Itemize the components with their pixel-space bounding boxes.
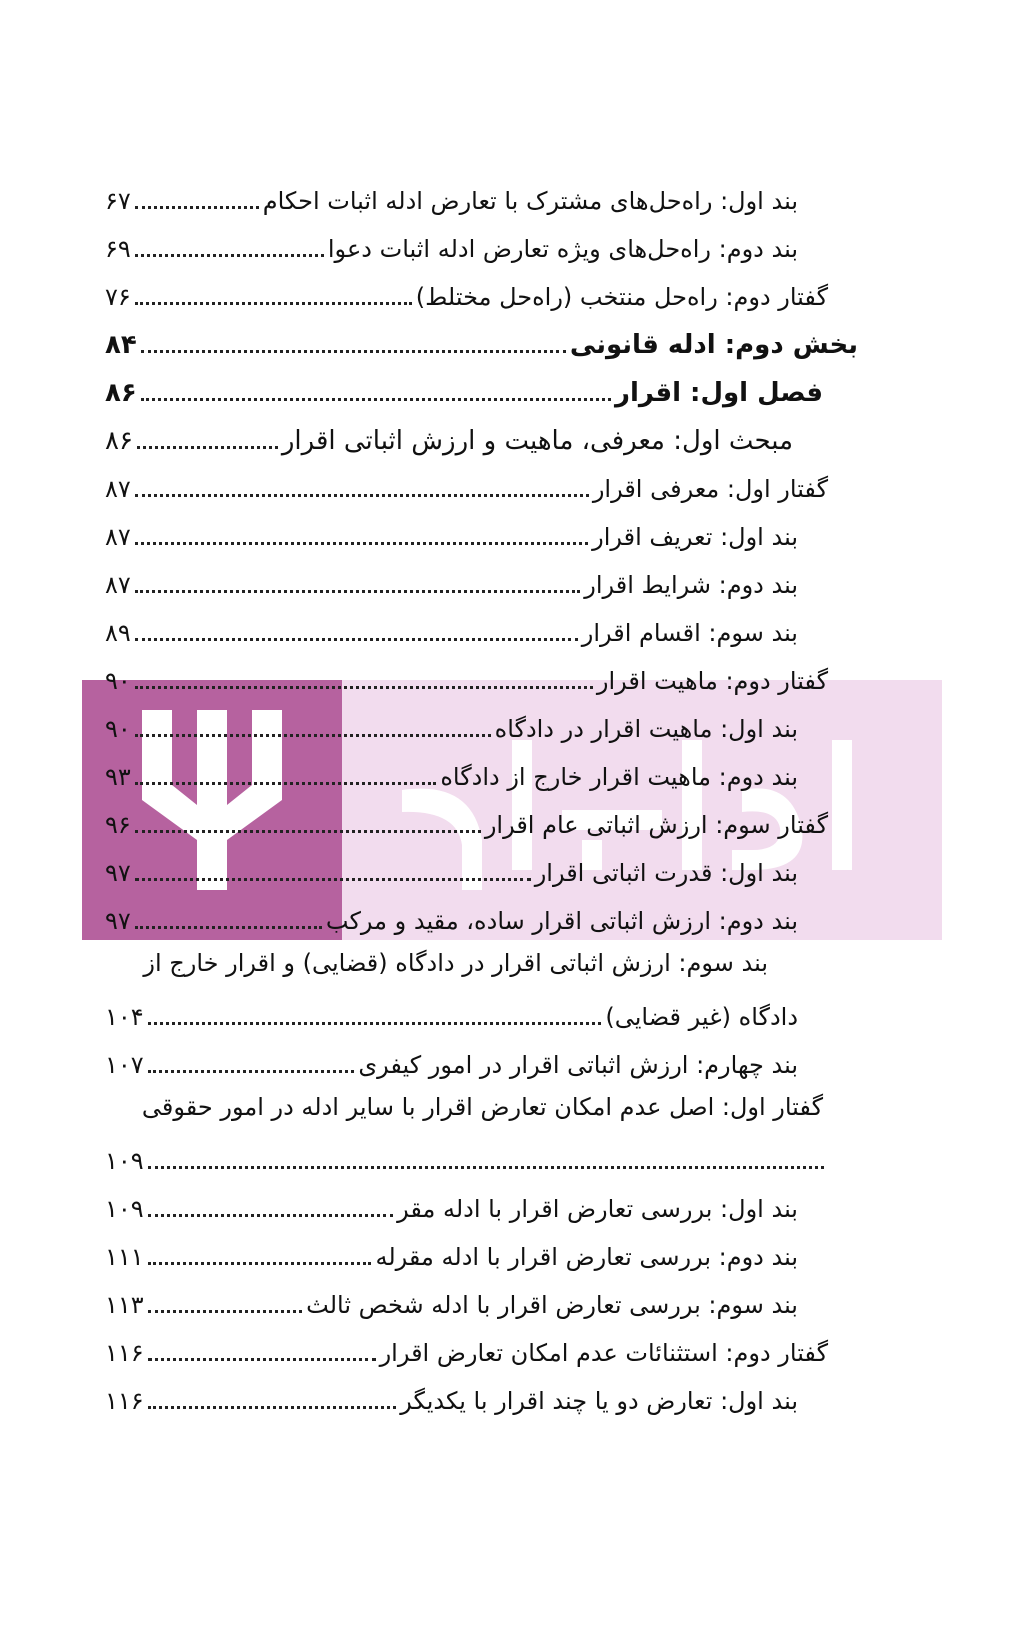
toc-entry: [105, 850, 798, 890]
toc-title: بند دوم: ماهیت اقرار خارج از دادگاه: [440, 763, 798, 791]
toc-page: ۷۶: [105, 283, 131, 311]
toc-entry: [105, 1378, 798, 1418]
toc-page: ۹۷: [105, 907, 131, 935]
toc-page: ۱۱۱: [105, 1243, 144, 1271]
toc-entry: [105, 1282, 798, 1322]
toc-title: فصل اول: اقرار: [615, 378, 823, 408]
dot-leader: [135, 638, 578, 641]
dot-leader: [135, 782, 437, 785]
toc-page: ۸۹: [105, 619, 131, 647]
toc-title: گفتار دوم: راه‌حل منتخب (راه‌حل مختلط): [415, 283, 828, 311]
toc-title: دادگاه (غیر قضایی): [605, 1003, 798, 1031]
toc-page: ۹۳: [105, 763, 131, 791]
toc-title: بند اول: راه‌حل‌های مشترک با تعارض ادله اثبات احکام: [262, 187, 798, 215]
toc-page: ۹۰: [105, 667, 131, 695]
toc-title: بند دوم: شرایط اقرار: [584, 571, 798, 599]
toc-entry: [105, 274, 828, 314]
toc-page: ۸۴: [105, 330, 137, 360]
toc-entry: [105, 466, 828, 506]
toc-title: بند سوم: اقسام اقرار: [581, 619, 798, 647]
toc-entry: [105, 706, 798, 746]
dot-leader: [148, 1262, 372, 1265]
toc-entry: [105, 1138, 828, 1178]
toc-page: ۱۰۹: [105, 1147, 144, 1175]
dot-leader: [148, 1022, 602, 1025]
dot-leader: [135, 206, 259, 209]
toc-page: ۸۶: [105, 378, 137, 408]
dot-leader: [135, 878, 531, 881]
toc-entry: [105, 1234, 798, 1274]
dot-leader: [135, 254, 324, 257]
dot-leader: [141, 350, 566, 353]
dot-leader: [148, 1214, 393, 1217]
dot-leader: [135, 590, 580, 593]
toc-entry: [105, 178, 798, 218]
toc-page: ۹۷: [105, 859, 131, 887]
toc-entry: [105, 994, 798, 1034]
toc-title: بند دوم: بررسی تعارض اقرار با ادله مقرله: [375, 1243, 798, 1271]
toc-page: ۶۷: [105, 187, 131, 215]
toc-entry: [105, 1042, 798, 1082]
toc-title: بند اول: قدرت اثباتی اقرار: [534, 859, 798, 887]
dot-leader: [137, 446, 278, 449]
toc-entry: [105, 802, 828, 842]
toc-title: بند اول: ماهیت اقرار در دادگاه: [494, 715, 798, 743]
toc-page: ۱۱۶: [105, 1387, 144, 1415]
dot-leader: [135, 734, 491, 737]
toc-page: ۶۹: [105, 235, 131, 263]
toc-entry: [105, 514, 798, 554]
dot-leader: [135, 686, 593, 689]
toc-page: ۸۶: [105, 426, 133, 456]
dot-leader: [148, 1406, 397, 1409]
dot-leader: [135, 830, 481, 833]
toc-title: بند چهارم: ارزش اثباتی اقرار در امور کیفری: [358, 1051, 798, 1079]
toc-page: ۹۶: [105, 811, 131, 839]
toc-title: بند اول: تعریف اقرار: [592, 523, 798, 551]
toc-page: ۱۰۴: [105, 1003, 144, 1031]
toc-entry: [105, 1186, 798, 1226]
toc-entry-chapter: [105, 370, 823, 410]
toc-entry-wrapped-line: گفتار اول: اصل عدم امکان تعارض اقرار با سایر ادله در امور حقوقی: [141, 1093, 823, 1121]
toc-entry: [105, 1330, 828, 1370]
toc-title: گفتار دوم: ماهیت اقرار: [596, 667, 828, 695]
dot-leader: [135, 542, 588, 545]
dot-leader: [141, 398, 611, 401]
toc-page: ۸۷: [105, 571, 131, 599]
dot-leader: [148, 1310, 302, 1313]
toc-page: ۱۰۷: [105, 1051, 144, 1079]
toc-title: بند اول: تعارض دو یا چند اقرار با یکدیگر: [400, 1387, 798, 1415]
toc-entry: [105, 658, 828, 698]
toc-page: ۸۷: [105, 475, 131, 503]
toc-title: بند دوم: ارزش اثباتی اقرار ساده، مقید و مرکب: [325, 907, 798, 935]
dot-leader: [148, 1166, 824, 1169]
dot-leader: [135, 926, 322, 929]
toc-title: بند اول: بررسی تعارض اقرار با ادله مقر: [397, 1195, 798, 1223]
toc-entry-wrapped-line: بند سوم: ارزش اثباتی اقرار در دادگاه (قضایی) و اقرار خارج از: [143, 949, 768, 977]
dot-leader: [148, 1070, 355, 1073]
toc-title: بخش دوم: ادله قانونی: [569, 330, 858, 360]
toc-entry: [105, 610, 798, 650]
toc-entry: [105, 562, 798, 602]
toc-title: گفتار سوم: ارزش اثباتی عام اقرار: [484, 811, 828, 839]
toc-page: ۸۷: [105, 523, 131, 551]
dot-leader: [135, 494, 589, 497]
toc-page: ۹۰: [105, 715, 131, 743]
toc-page: ۱۱۶: [105, 1339, 144, 1367]
dot-leader: [135, 302, 412, 305]
toc-entry-section: [105, 418, 793, 458]
toc-entry-part: [105, 322, 858, 362]
toc-entry: [105, 754, 798, 794]
toc-title: گفتار دوم: استثنائات عدم امکان تعارض اقرار: [379, 1339, 828, 1367]
toc-entry: [105, 226, 798, 266]
toc-title: بند سوم: بررسی تعارض اقرار با ادله شخص ثالث: [306, 1291, 798, 1319]
toc-title: مبحث اول: معرفی، ماهیت و ارزش اثباتی اقرار: [281, 426, 793, 456]
dot-leader: [148, 1358, 376, 1361]
toc-title: گفتار اول: معرفی اقرار: [592, 475, 828, 503]
toc-page: ۱۰۹: [105, 1195, 144, 1223]
toc-page: ۱۱۳: [105, 1291, 144, 1319]
toc-entry: [105, 898, 798, 938]
toc-title: بند دوم: راه‌حل‌های ویژه تعارض ادله اثبات دعوا: [327, 235, 798, 263]
